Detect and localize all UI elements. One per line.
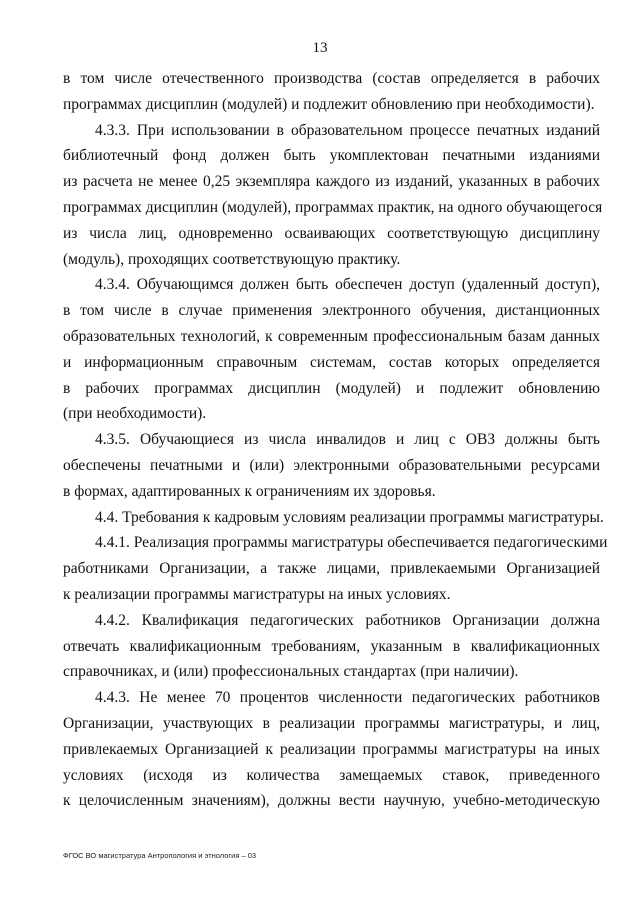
- text-line: Организации, участвующих в реализации программы магистратуры, и лиц,: [63, 714, 600, 732]
- text-line: и информационным справочным системам, состав которых определяется: [63, 353, 600, 371]
- text-line: привлекаемых Организацией к реализации программы магистратуры на иных: [63, 740, 600, 758]
- document-footer: ФГОС ВО магистратура Антропология и этнология – 03: [63, 851, 257, 860]
- text-line: программах дисциплин (модулей), программах практик, на одного обучающегося: [63, 198, 603, 216]
- text-line: 4.4. Требования к кадровым условиям реализации программы магистратуры.: [95, 508, 604, 526]
- text-line: 4.4.1. Реализация программы магистратуры обеспечивается педагогическими: [95, 534, 608, 552]
- text-line: из числа лиц, одновременно осваивающих соответствующую дисциплину: [63, 224, 600, 242]
- text-line: программах дисциплин (модулей) и подлежит обновлению при необходимости).: [63, 95, 595, 113]
- text-line: 4.4.3. Не менее 70 процентов численности педагогических работников: [95, 689, 600, 707]
- text-line: в том числе в случае применения электронного обучения, дистанционных: [63, 302, 600, 320]
- text-line: к реализации программы магистратуры на иных условиях.: [63, 585, 451, 603]
- text-line: работниками Организации, а также лицами, привлекаемыми Организацией: [63, 560, 600, 578]
- text-line: 4.4.2. Квалификация педагогических работников Организации должна: [95, 611, 600, 629]
- text-line: 4.3.4. Обучающимся должен быть обеспечен доступ (удаленный доступ),: [95, 276, 600, 294]
- text-line: 4.3.5. Обучающиеся из числа инвалидов и лиц с ОВЗ должны быть: [95, 431, 600, 449]
- text-line: (при необходимости).: [63, 405, 207, 423]
- text-line: образовательных технологий, к современным профессиональным базам данных: [63, 327, 600, 345]
- text-line: 4.3.3. При использовании в образовательном процессе печатных изданий: [95, 121, 600, 139]
- body-text: [63, 66, 608, 814]
- text-line: в формах, адаптированных к ограничениям их здоровья.: [63, 482, 436, 500]
- text-line: в рабочих программах дисциплин (модулей) и подлежит обновлению: [63, 379, 600, 397]
- text-line: к целочисленным значениям), должны вести научную, учебно-методическую: [63, 792, 600, 810]
- text-line: условиях (исходя из количества замещаемых ставок, приведенного: [63, 766, 600, 784]
- text-line: (модуль), проходящих соответствующую практику.: [63, 250, 401, 268]
- text-line: обеспечены печатными и (или) электронными образовательными ресурсами: [63, 456, 600, 474]
- text-line: справочниках, и (или) профессиональных стандартах (при наличии).: [63, 663, 519, 681]
- text-line: из расчета не менее 0,25 экземпляра каждого из изданий, указанных в рабочих: [63, 173, 600, 191]
- text-line: в том числе отечественного производства (состав определяется в рабочих: [63, 70, 600, 87]
- text-line: отвечать квалификационным требованиям, указанным в квалификационных: [63, 637, 600, 655]
- text-line: библиотечный фонд должен быть укомплектован печатными изданиями: [63, 147, 600, 165]
- page-number: 13: [312, 40, 328, 56]
